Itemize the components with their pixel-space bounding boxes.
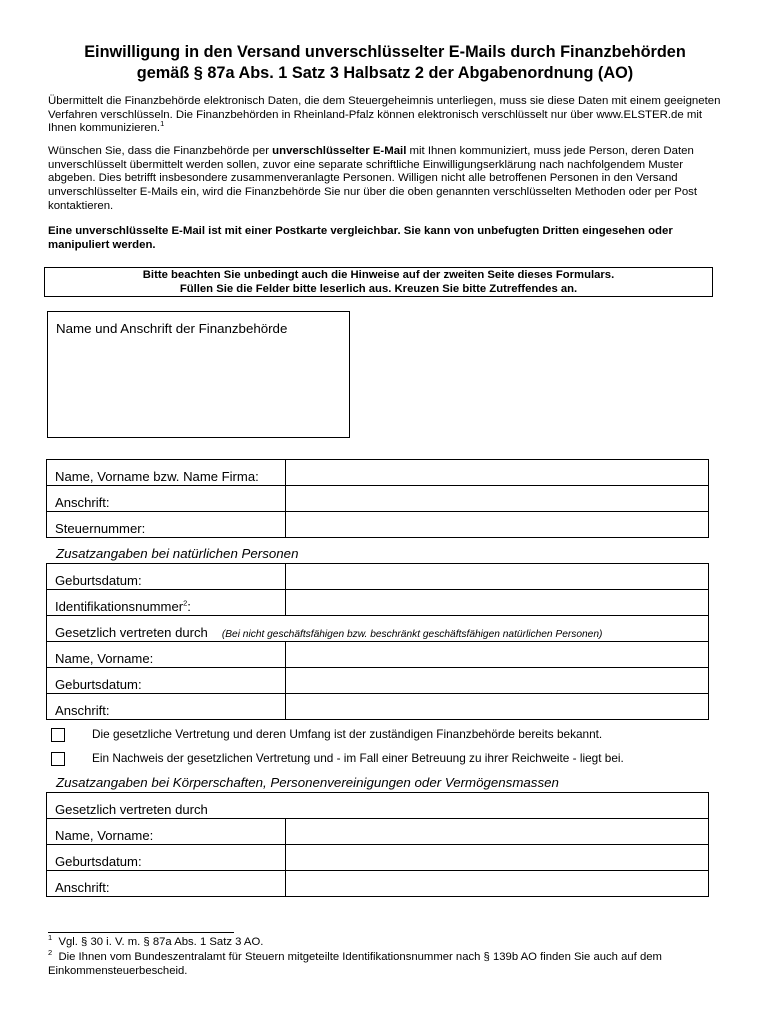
field-input-corp-address[interactable]	[286, 871, 709, 897]
field-input-birthdate[interactable]	[286, 564, 709, 590]
natural-persons-heading: Zusatzangaben bei natürlichen Personen	[56, 546, 299, 561]
field-row-rep-name	[47, 642, 709, 668]
taxpayer-fields-table	[46, 459, 709, 538]
field-row-tax-number	[47, 512, 709, 538]
form-title-line-2: gemäß § 87a Abs. 1 Satz 3 Halbsatz 2 der Abgabenordnung (AO)	[136, 64, 634, 82]
intro-paragraph-1: Übermittelt die Finanzbehörde elektronisch Daten, die dem Steuergeheimnis unterliegen, muss sie diese Daten mit einem geeigneten Verfahren verschlüsseln. Die Finanzbehörden in Rheinland-Pfalz können elektronisch verschlüsselt nur über www.ELSTER.de mit Ihnen kommunizieren.$^1$	[48, 95, 721, 135]
field-input-corp-name[interactable]	[286, 819, 709, 845]
field-label-name: Name, Vorname bzw. Name Firma:	[47, 460, 286, 486]
field-input-corp-birthdate[interactable]	[286, 845, 709, 871]
footnote-2-number: 2	[48, 948, 53, 958]
field-input-rep-birthdate[interactable]	[286, 668, 709, 694]
intro-paragraph-2: Wünschen Sie, dass die Finanzbehörde per unverschlüsselter E-Mail mit Ihnen kommuniziert, muss jede Person, deren Daten unverschlüsselt übermittelt werden sollen, zuvor eine separate schriftliche Einwilligungserklärung nach nachfolgendem Muster abgeben. Dies betrifft insbesondere zusammenveranlagte Personen. Willigen nicht alle betroffenen Personen in den Versand unverschlüsselter E-Mails ein, wird die Finanzbehörde Sie nur über die oben genannten verschlüsselten Methoden oder per Post kontaktieren.	[48, 145, 698, 212]
field-label-id-number: Identifikationsnummer$^2$:	[47, 590, 286, 616]
represented-by-label: Gesetzlich vertreten durch	[55, 625, 208, 640]
field-row-address	[47, 486, 709, 512]
field-input-address[interactable]	[286, 486, 709, 512]
tax-authority-label: Name und Anschrift der Finanzbehörde	[56, 321, 288, 336]
footnote-ref-2: 2	[183, 598, 188, 608]
footnote-1	[48, 933, 730, 950]
field-label-address: Anschrift:	[47, 486, 286, 512]
field-label-tax-number: Steuernummer:	[47, 512, 286, 538]
represented-by-cell	[47, 616, 709, 642]
footnote-2	[48, 948, 730, 978]
field-row-name	[47, 460, 709, 486]
notice-line-2: Füllen Sie die Felder bitte leserlich aus. Kreuzen Sie bitte Zutreffendes an.	[179, 282, 578, 295]
footnote-1-number: 1	[48, 933, 53, 943]
field-label-rep-birthdate: Geburtsdatum:	[47, 668, 286, 694]
footnote-2-text: Die Ihnen vom Bundeszentralamt für Steuern mitgeteilte Identifikationsnummer nach § 139b AO finden Sie auch auf dem Einkommensteuerbescheid.	[48, 951, 662, 977]
footnote-ref-1: 1	[160, 119, 165, 129]
field-row-id-number	[47, 590, 709, 616]
field-row-corp-address	[47, 871, 709, 897]
field-input-tax-number[interactable]	[286, 512, 709, 538]
checkbox-proof-attached-label: Ein Nachweis der gesetzlichen Vertretung und - im Fall einer Betreuung zu ihrer Reichweite - liegt bei.	[92, 751, 624, 765]
footnote-1-text: Vgl. § 30 i. V. m. § 87a Abs. 1 Satz 3 AO.	[58, 936, 264, 948]
form-title	[40, 42, 730, 84]
unencrypted-email-emphasis: unverschlüsselter E-Mail	[272, 145, 407, 157]
checkbox-representation-known-label: Die gesetzliche Vertretung und deren Umfang ist der zuständigen Finanzbehörde bereits bekannt.	[92, 727, 603, 741]
form-title-line-1: Einwilligung in den Versand unverschlüsselter E-Mails durch Finanzbehörden	[84, 43, 686, 61]
field-input-rep-address[interactable]	[286, 694, 709, 720]
field-label-corp-birthdate: Geburtsdatum:	[47, 845, 286, 871]
field-label-birthdate: Geburtsdatum:	[47, 564, 286, 590]
field-input-name[interactable]	[286, 460, 709, 486]
field-input-rep-name[interactable]	[286, 642, 709, 668]
field-row-represented-by	[47, 616, 709, 642]
field-label-corp-address: Anschrift:	[47, 871, 286, 897]
corporations-heading: Zusatzangaben bei Körperschaften, Personenvereinigungen oder Vermögensmassen	[56, 775, 559, 790]
field-label-rep-name: Name, Vorname:	[47, 642, 286, 668]
tax-authority-address-box[interactable]	[47, 311, 350, 438]
field-row-corp-represented-by	[47, 793, 709, 819]
field-label-rep-address: Anschrift:	[47, 694, 286, 720]
checkbox-proof-attached[interactable]	[51, 752, 65, 766]
footnote-separator	[48, 932, 234, 933]
field-row-corp-birthdate	[47, 845, 709, 871]
field-row-rep-birthdate	[47, 668, 709, 694]
corp-represented-by-label: Gesetzlich vertreten durch	[47, 793, 709, 819]
field-label-corp-name: Name, Vorname:	[47, 819, 286, 845]
field-input-id-number[interactable]	[286, 590, 709, 616]
corporations-table	[46, 792, 709, 897]
warning-paragraph: Eine unverschlüsselte E-Mail ist mit einer Postkarte vergleichbar. Sie kann von unbefugten Dritten eingesehen oder manipuliert werden.	[48, 225, 673, 251]
notice-box	[44, 267, 713, 297]
field-row-birthdate	[47, 564, 709, 590]
represented-by-note: (Bei nicht geschäftsfähigen bzw. beschränkt geschäftsfähigen natürlichen Personen)	[221, 629, 603, 640]
checkbox-representation-known[interactable]	[51, 728, 65, 742]
natural-persons-table	[46, 563, 709, 720]
notice-line-1: Bitte beachten Sie unbedingt auch die Hinweise auf der zweiten Seite dieses Formulars.	[142, 269, 615, 281]
field-row-rep-address	[47, 694, 709, 720]
field-row-corp-name	[47, 819, 709, 845]
